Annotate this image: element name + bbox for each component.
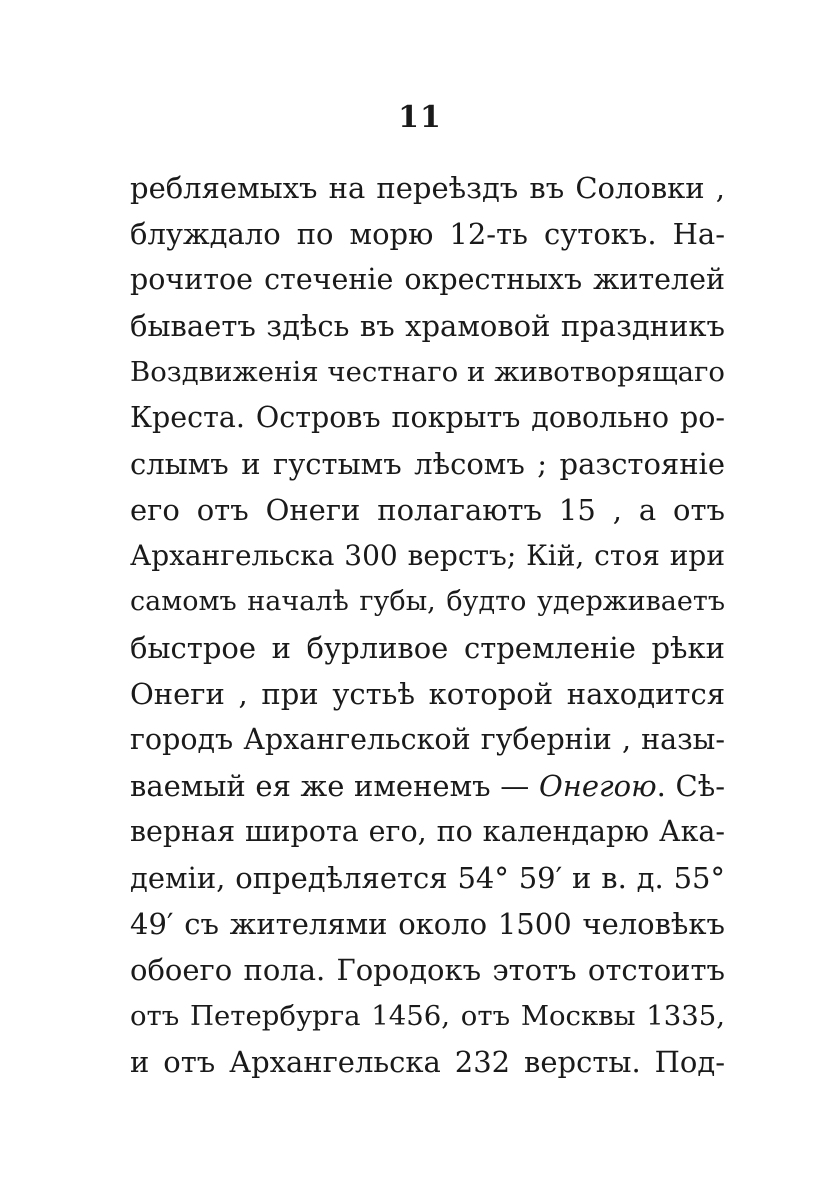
- text-line: самомъ началѣ губы, будто удерживаетъ: [130, 586, 725, 617]
- text-line: бываетъ здѣсь въ храмовой праздникъ: [130, 309, 725, 343]
- text-line: Онеги , при устьѣ которой находится: [130, 677, 725, 711]
- text-line: верная широта его, по календарю Ака-: [130, 815, 725, 848]
- text-line: его отъ Онеги полагаютъ 15 , а отъ: [130, 493, 725, 527]
- text-line: Креста. Островъ покрытъ довольно ро-: [130, 401, 725, 434]
- body-text: [130, 165, 725, 1085]
- text-line: быстрое и бурливое стремленіе рѣки: [130, 631, 725, 665]
- text-line: слымъ и густымъ лѣсомъ ; разстояніе: [130, 447, 725, 481]
- text-line: ребляемыхъ на переѣздъ въ Соловки ,: [130, 171, 725, 205]
- page-number: 11: [398, 100, 442, 135]
- text-line: отъ Петербурга 1456, отъ Москвы 1335,: [130, 1000, 725, 1032]
- text-line: городъ Архангельской губерніи , назы-: [130, 723, 725, 756]
- italic-town-name: Онегою: [538, 769, 657, 803]
- text-line: рочитое стеченіе окрестныхъ жителей: [130, 263, 725, 296]
- text-line: обоего пола. Городокъ этотъ отстоитъ: [130, 953, 725, 987]
- text-line: блуждало по морю 12-ть сутокъ. На-: [130, 217, 725, 251]
- text-line: деміи, опредѣляется 54° 59′ и в. д. 55°: [130, 861, 725, 895]
- text-line-with-italic: [130, 763, 725, 809]
- text-line: Архангельска 300 верстъ; Кій, стоя ири: [130, 539, 725, 572]
- text-line-tail: . Сѣ-: [656, 769, 725, 803]
- text-line: 49′ съ жителями около 1500 человѣкъ: [130, 907, 725, 941]
- text-line: и отъ Архангельска 232 версты. Под-: [130, 1045, 725, 1079]
- text-line: Воздвиженія честнаго и животворящаго: [130, 356, 725, 388]
- text-line-head: ваемый ея же именемъ —: [130, 769, 530, 803]
